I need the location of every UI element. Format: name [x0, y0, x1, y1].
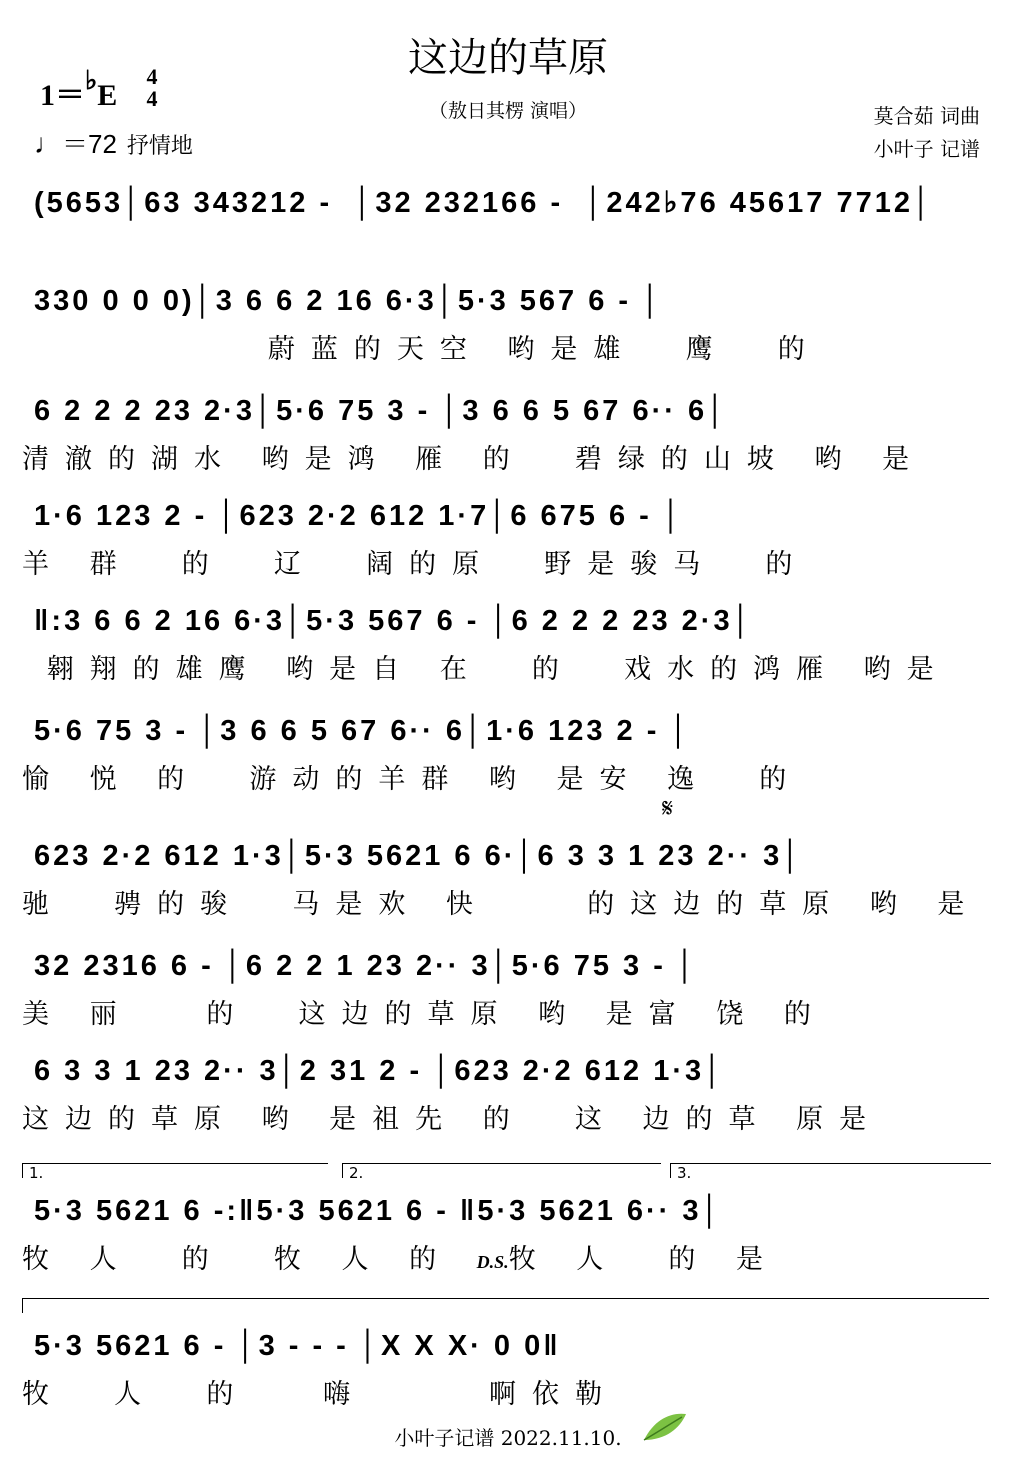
notation-line: 6 2 2 2 23 2·3│5·6 75 3 - │3 6 6 5 67 6·· 6│ [34, 395, 729, 427]
lyricist-composer-credit: 莫合茹 词曲 [873, 104, 980, 128]
third-ending-label: 3. [677, 1164, 692, 1182]
footer-note: 小叶子记谱 2022.11.10. [394, 1426, 622, 1450]
notation-line: (5653│63 343212 - │32 232166 - │242♭76 45617 7712│ [34, 187, 935, 219]
key-letter: E [97, 79, 118, 112]
key-label: 1＝ [40, 79, 85, 112]
lyrics-line: 愉 悦 的 游动的羊群 哟 是安 逸 的 [22, 764, 803, 795]
notation-line: 5·3 5621 6 -:‖5·3 5621 6 - ‖5·3 5621 6·· 3│ [34, 1195, 723, 1227]
notation-line: 1·6 123 2 - │623 2·2 612 1·7│6 675 6 - │ [34, 500, 684, 532]
slur-bracket [22, 1298, 989, 1313]
second-ending-label: 2. [349, 1164, 364, 1182]
first-ending-bracket [22, 1163, 328, 1182]
notation-line: 5·6 75 3 - │3 6 6 5 67 6·· 6│1·6 123 2 - │ [34, 715, 692, 747]
lyrics-line: 牧 人 的 嗨 啊依勒 [22, 1379, 618, 1410]
lyrics-line: 清澈的湖水 哟是鸿 雁 的 碧绿的山坡 哟 是 [22, 444, 926, 475]
tempo-value: ＝72 [62, 129, 117, 159]
key-signature [40, 66, 118, 114]
second-ending-bracket [342, 1163, 661, 1182]
notation-line: 32 2316 6 - │6 2 2 1 23 2·· 3│5·6 75 3 - │ [34, 950, 699, 982]
lyrics-line: 美 丽 的 这边的草原 哟 是富 饶 的 [22, 999, 827, 1030]
lyrics-line: 翱翔的雄鹰 哟是自 在 的 戏水的鸿雁 哟是 [22, 654, 950, 685]
notation-line: 330 0 0 0)│3 6 6 2 16 6·3│5·3 567 6 - │ [34, 285, 664, 317]
quarter-note-icon: ♩ [34, 128, 62, 159]
leaf-icon [640, 1410, 690, 1446]
lyrics-line: 羊 群 的 辽 阔的原 野是骏马 的 [22, 549, 809, 580]
lyrics-line: 这边的草原 哟 是祖先 的 这 边的草 原是 [22, 1104, 883, 1135]
first-ending-label: 1. [29, 1164, 44, 1182]
third-ending-bracket [670, 1163, 991, 1182]
notation-line: 5·3 5621 6 - │3 - - - │X X X· 0 0‖ [34, 1330, 561, 1362]
time-signature [142, 66, 162, 110]
singer-credit: （敖日其楞 演唱） [428, 100, 588, 122]
notation-line: 623 2·2 612 1·3│5·3 5621 6 6·│6 3 3 1 23 2·· 3│ [34, 840, 804, 872]
page-title: 这边的草原 [408, 35, 608, 81]
flat-sign: ♭ [85, 66, 98, 95]
dal-segno-mark: D.S. [476, 1252, 509, 1272]
notation-line: 6 3 3 1 23 2·· 3│2 31 2 - │623 2·2 612 1·3│ [34, 1055, 726, 1087]
lyrics-line: 蔚蓝的天空 哟是雄 鹰 的 [22, 334, 821, 365]
lyrics-segment: 牧 人 的 是 [508, 1244, 780, 1275]
time-denominator: 4 [146, 86, 158, 111]
lyrics-line: 驰 骋的骏 马是欢 快 的这边的草原 哟 是 [22, 889, 981, 920]
lyrics-line [22, 1237, 994, 1276]
lyrics-segment: 牧 人 的 牧 人 的 [22, 1244, 477, 1275]
tempo-mood: 抒情地 [126, 134, 193, 159]
transcriber-credit: 小叶子 记谱 [873, 137, 980, 161]
segno-sign: 𝄋 [662, 794, 674, 824]
notation-line: ‖:3 6 6 2 16 6·3│5·3 567 6 - │6 2 2 2 23 2·3│ [34, 605, 754, 637]
tempo-marking [34, 124, 193, 161]
time-numerator: 4 [146, 64, 158, 89]
